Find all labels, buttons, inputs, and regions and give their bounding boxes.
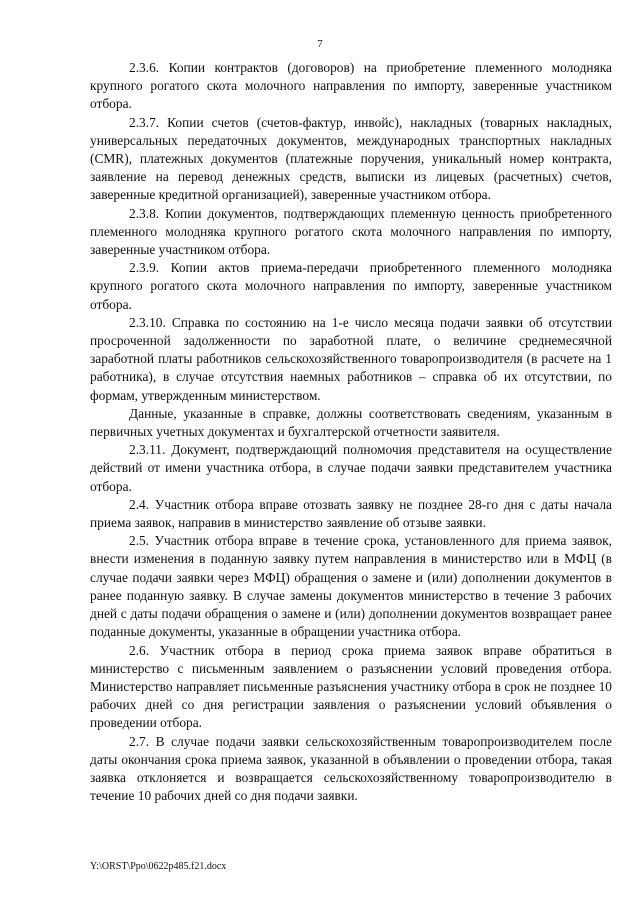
paragraph-2-3-7: 2.3.7. Копии счетов (счетов-фактур, инвойс), накладных (товарных накладных, универсальных передаточных документов, международных транспортных накладных (CMR), платежных документов (платежные поручения, уникальный номер контракта, заявление на перевод денежных средств, выписки из лицевых (расчетных) счетов, заверенные кредитной организацией), заверенные участником отбора.	[90, 114, 612, 203]
paragraph-2-6: 2.6. Участник отбора в период срока приема заявок вправе обратиться в министерство с письменным заявлением о разъяснении условий проведения отбора. Министерство направляет письменные разъяснения участнику отбора в срок не позднее 10 рабочих дней со дня регистрации заявления о разъяснении условий объявления о проведении отбора.	[90, 642, 612, 731]
paragraph-2-3-6: 2.3.6. Копии контрактов (договоров) на приобретение племенного молодняка крупного рогатого скота молочного направления по импорту, заверенные участником отбора.	[90, 60, 612, 112]
file-path-footer: Y:\ORST\Ppo\0622p485.f21.docx	[90, 861, 227, 872]
document-body	[90, 59, 612, 805]
paragraph-2-3-8: 2.3.8. Копии документов, подтверждающих племенную ценность приобретенного племенного молодняка крупного рогатого скота молочного направления по импорту, заверенные участником отбора.	[90, 205, 612, 258]
paragraph-2-3-11: 2.3.11. Документ, подтверждающий полномочия представителя на осуществление действий от имени участника отбора, в случае подачи заявки представителем участника отбора.	[90, 442, 612, 494]
paragraph-2-4: 2.4. Участник отбора вправе отозвать заявку не позднее 28-го дня с даты начала приема заявок, направив в министерство заявление об отзыве заявки.	[90, 496, 612, 531]
paragraph-2-5: 2.5. Участник отбора вправе в течение срока, установленного для приема заявок, внести изменения в поданную заявку путем направления в министерство или в МФЦ (в случае подачи заявки через МФЦ) обращения о замене и (или) дополнении документов в ранее поданную заявку. В случае замены документов министерство в течение 3 рабочих дней с даты подачи обращения о замене и (или) дополнении документов возвращает ранее поданные документы, указанные в обращении участника отбора.	[90, 533, 612, 640]
paragraph-2-3-9: 2.3.9. Копии актов приема-передачи приобретенного племенного молодняка крупного рогатого скота молочного направления по импорту, заверенные участником отбора.	[90, 260, 612, 312]
paragraph-certificate-data: Данные, указанные в справке, должны соответствовать сведениям, указанным в первичных учетных документах и бухгалтерской отчетности заявителя.	[90, 405, 612, 440]
page-number: 7	[317, 38, 323, 50]
paragraph-2-3-10: 2.3.10. Справка по состоянию на 1-е число месяца подачи заявки об отсутствии просроченной задолженности по заработной плате, о величине среднемесячной заработной платы работников сельскохозяйственного товаропроизводителя (в расчете на 1 работника), в случае отсутствия наемных работников – справка об их отсутствии, по формам, утвержденным министерством.	[90, 314, 612, 403]
paragraph-2-7: 2.7. В случае подачи заявки сельскохозяйственным товаропроизводителем после даты окончания срока приема заявок, указанной в объявлении о проведении отбора, такая заявка отклоняется и возвращается сельскохозяйственному товаропроизводителю в течение 10 рабочих дней со дня подачи заявки.	[90, 733, 612, 804]
